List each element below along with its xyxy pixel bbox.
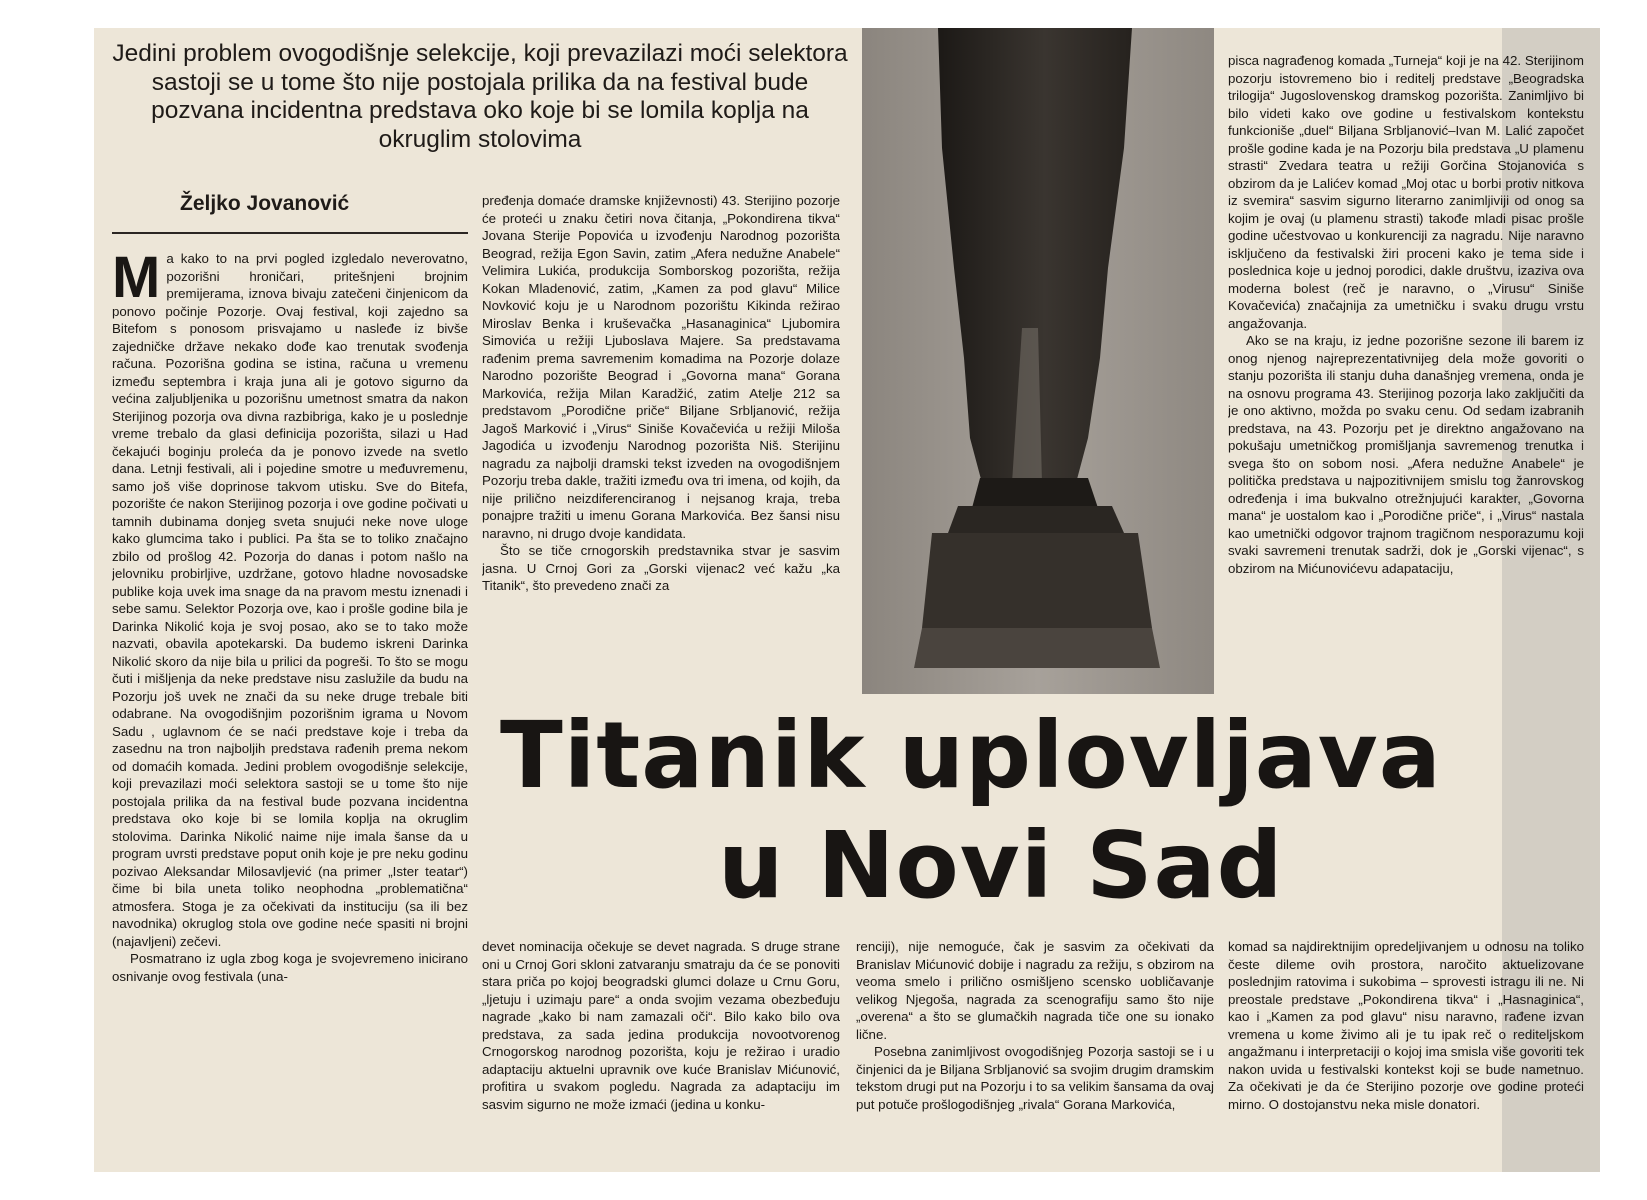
column-1-lead: a kako to na prvi pogled izgledalo neverovatno, pozorišni hroničari, pritešnjeni brojnim premijerama, iznova bivaju zatečeni činjenicom da ponovo počinje Pozorje. Ovaj festival, koji zajedno sa Bitefom s ponosom prisvajamo u nasleđe iz bivše zajedničke države nekako dođe kao trenutak svođenja računa. Pozorišna godina se istina, računa u vremenu između septembra i kraja juna ali je gotovo sigurno da većina zaljubljenika u pozorišnu umetnost smatra da nakon Sterijinog pozorja ova divna razbibriga, kako je u poslednje vreme trebalo da glasi definicija pozorišta, silazi u Had čekajući boginju proleća da je ponovo izvede na svetlo dana. Letnji festivali, ali i pojedine smotre u međuvremenu, samo još više doprinose takvom utisku. Sve do Bitefa, pozorište će nakon Sterijinog pozorja i ove godine počivati u tamnih dubinama donjeg sveta snujući neke nove uloge kako glumcima tako i publici. Pa šta se to toliko značajno zbilo od prošlog 42. Pozorja do danas i potom našlo na jelovniku probirljive, uzdržane, gotovo hladne novosadske publike koja uvek ima snage da na pravom mestu iznenadi i sebe samu. Selektor Pozorja ove, kao i prošle godine bila je Darinka Nikolić koja je svoj posao, ako se to tako može nazvati, obavila apotekarski. Da budemo iskreni Darinka Nikolić skoro da nije bila u prilici da pogreši. To što se mogu čuti i mišljenja da neke predstave nisu zaslužile da budu na Pozorju još uvek ne znači da su neke druge trebale biti odabrane. Na ovogodišnjim pozorišnim igrama u Novom Sadu , uglavnom će se naći predstave koje i treba da zasednu na tron najboljih predstava rađenih prema nekom od domaćih komada. Jedini problem ovogodišnje selekcije, koji prevazilazi moći selektora sastoji se u tome što nije postojala prilika da na festival bude pozvana incidentna predstava oko koje bi se lomila koplja na okruglim stolovima. Darinka Nikolić naime nije imala šanse da u program uvrsti predstave poput onih koje je pre neku godinu pozivao Aleksandar Milosavljević (na primer „Ister teatar“) čime bi bila uneta toliko neophodna „problematična“ atmosfera. Stoga je za očekivati da instituciju (sa ili bez navodnika) okruglog stola ove godine neće spasiti ni brojni (najavljeni) zečevi.	[112, 251, 468, 949]
column-3-paragraph-1: renciji), nije nemoguće, čak je sasvim za očekivati da Branislav Mićunović dobije i nagradu za režiju, s obzirom na veoma smelo i prilično osmišljeno scensko uobličavanje velikog Njegoša, nagrada za scenografiju samo što nije „overena“ a što se glumačkih nagrada tiče one su ionako lične.	[856, 939, 1214, 1042]
pull-quote: Jedini problem ovogodišnje selekcije, koji prevazilazi moći selektora sastoji se u tome što nije postojala prilika da na festival bude pozvana incidentna predstava oko koje bi se lomila koplja na okruglim stolovima	[112, 40, 848, 153]
column-2-paragraph-2: Što se tiče crnogorskih predstavnika stvar je sasvim jasna. U Crnoj Gori za „Gorski vijenac2 već kažu „ka Titanik“, što prevedeno znači za	[482, 543, 840, 593]
column-4-paragraph-1: pisca nagrađenog komada „Turneja“ koji je na 42. Sterijinom pozorju istovremeno bio i reditelj predstave „Beogradska trilogija“ Jugoslovenskog dramskog pozorišta. Zanimljivo bi bilo videti kako ove godine u festivalskom kontekstu funkcioniše „duel“ Biljana Srbljanović–Ivan M. Lalić započet prošle godine kada je na Pozorju bila predstava „U plamenu strasti“ Zvedara teatra u režiji Gorčina Stojanovića s obzirom da je Lalićev komad „Moj otac u borbi protiv nitkova iz svemira“ sasvim sigurno literarno zanimljiviji od onog sa kojim je ovaj (u plamenu strasti) takođe mladi pisac prošle godine učestvovao u konkurenciji za nagradu. Nije naravno isključeno da festivalski žiri proceni kako je tema side i poslednica koje u jednoj porodici, dakle društvu, izaziva ova moderna bolest (reč je naravno, o „Virusu“ Siniše Kovačevića) značajnija za umetničku i svaku drugu vrstu angažovanja.	[1228, 53, 1584, 331]
byline-rule	[112, 232, 468, 234]
column-1	[112, 250, 468, 1126]
column-3-paragraph-2: Posebna zanimljivost ovogodišnjeg Pozorja sastoji se i u činjenici da je Biljana Srbljanović sa svojim drugim dramskim tekstom drugi put na Pozorju i to sa velikim šansama da ovaj put potuče prošlogodišnjeg „rivala“ Gorana Markovića,	[856, 1044, 1214, 1112]
column-4-top	[1228, 52, 1584, 694]
author-byline: Željko Jovanović	[180, 192, 350, 215]
column-1-paragraph: Posmatrano iz ugla zbog koga je svojevremeno inicirano osnivanje ovog festivala (una-	[112, 951, 468, 984]
column-2-paragraph-1: pređenja domaće dramske književnosti) 43. Sterijino pozorje će proteći u znaku četiri nova čitanja, „Pokondirena tikva“ Jovana Sterije Popovića u izvođenju Narodnog pozorišta Beograd, režija Egon Savin, zatim „Afera nedužne Anabele“ Velimira Lukića, produkcija Somborskog pozorišta, režija Kokan Mladenović, zatim, „Kamen za pod glavu“ Milice Novković koju je u Narodnom pozorištu Kikinda režirao Miroslav Benka i kruševačka „Hasanaginica“ Ljubomira Simovića u režiji Ljuboslava Majere. Sa predstavama rađenim prema savremenim komadima na Pozorje dolaze Narodno pozorište Beograd i „Govorna mana“ Gorana Markovića, režija Milan Karadžić, zatim Atelje 212 sa predstavom „Porodične priče“ Biljane Srbljanović, režija Jagoš Marković i „Virus“ Siniše Kovačevića u režiji Miloša Jagodića u izvođenju Narodnog pozorišta Niš. Sterijinu nagradu za najbolji dramski tekst izveden na ovogodišnjem Pozorju treba dakle, tražiti između ova tri imena, od kojih, da nije prilično neizdiferenciranog i nejsanog kraja, treba ponajpre tražiti u imenu Gorana Markovića. Bez šansi nisu naravno, ni drugo dvoje kandidata.	[482, 193, 840, 541]
statue-photo	[862, 28, 1214, 694]
column-4-bottom-paragraph: komad sa najdirektnijim opredeljivanjem u odnosu na toliko česte dileme ovih prostora, naročito aktuelizovane poslednjim ratovima i sukobima – sprovesti istragu ili ne. Ni preostale predstave „Pokondirena tikva“ i „Hasnaginica“, kao i „Kamen za pod glavu“ nisu naravno, rađene izvan vremena u kome živimo ali je tu ipak reč o rediteljskom angažmanu i interpretaciji o kojoj ima smisla više govoriti tek nakon uvida u festivalski kontekst koji se bude nametnuo. Za očekivati je da će Sterijino pozorje ove godine proteći mirno. O dostojanstvu neka misle donatori.	[1228, 939, 1584, 1112]
column-4-paragraph-2: Ako se na kraju, iz jedne pozorišne sezone ili barem iz onog njenog najreprezentativnijeg dela može govoriti o stanju pozorišta ili stanju duha današnjeg vremena, onda je na osnovu programa 43. Sterijinog pozorja lako zaključiti da je ono aktivno, možda po svaku cenu. Od sedam izabranih predstava, na 43. Pozorju pet je direktno angažovano na pokušaju umetničkog promišljanja savremenog trenutka i svega što on sobom nosi. „Afera nedužne Anabele“ je politička predstava u najpozitivnijem smislu tog žanrovskog određenja i ima bukvalno otrežnjujući karakter, „Govorna mana“ je uostalom kao i „Porodične priče“, i „Virus“ nastala kao umetnički odgovor trajnom tragičnom nesporazumu koji svaki savremeni trenutak sadrži, dok je „Gorski vijenac“, s obzirom na Mićunovićevu adapataciju,	[1228, 333, 1584, 576]
headline-line-1: Titanik uplovljava	[500, 702, 1442, 809]
drop-cap: M	[112, 250, 161, 310]
statue-photo-icon	[862, 28, 1214, 694]
column-3-bottom	[856, 938, 1214, 1148]
headline-line-2: u Novi Sad	[718, 812, 1284, 919]
column-4-bottom	[1228, 938, 1584, 1148]
column-2-bottom-paragraph: devet nominacija očekuje se devet nagrada. S druge strane oni u Crnoj Gori skloni zatvaranju smatraju da će se ponoviti stara priča po kojoj beogradski glumci dolaze u Crnu Goru, „ljetuju i uzimaju pare“ a onda svojim vezama obezbeđuju nagrade „kako bi nam zamazali oči“. Bilo kako bilo ova predstava, za sada jedina produkcija novootvorenog Crnogorskog narodnog pozorišta, koju je režirao i uradio adaptaciju aktuelni upravnik ove kuće Branislav Mićunović, profitira u svakom pogledu. Nagrada za adaptaciju im sasvim sigurno ne može izmaći (jedina u konku-	[482, 939, 840, 1112]
column-2-bottom	[482, 938, 840, 1148]
column-2-top	[482, 192, 840, 692]
